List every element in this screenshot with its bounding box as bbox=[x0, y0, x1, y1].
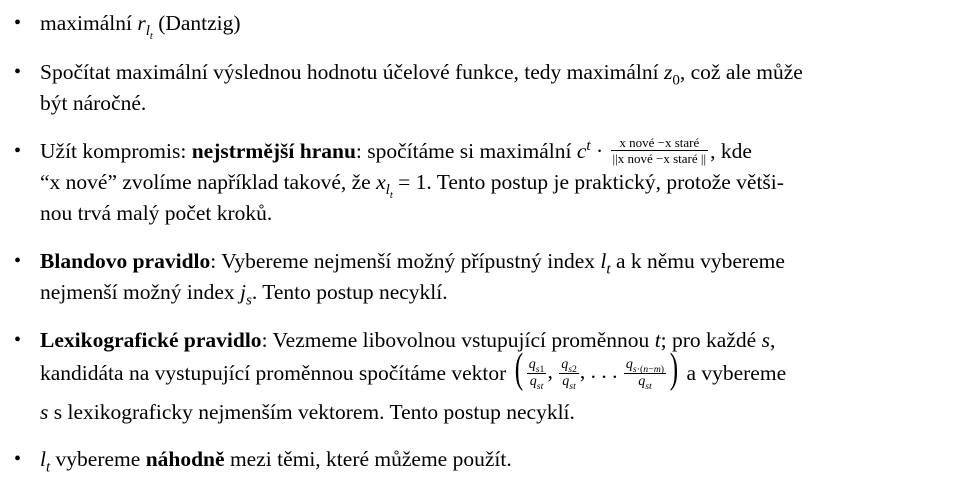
text-line bbox=[40, 8, 958, 43]
list-item-text bbox=[40, 444, 958, 475]
text-span: vybereme bbox=[50, 447, 146, 471]
text-span: kandidáta na vystupující proměnnou spočítáme vektor bbox=[40, 361, 512, 385]
text-line bbox=[40, 277, 958, 308]
list-item-text bbox=[40, 8, 958, 43]
bold-term: náhodně bbox=[145, 447, 225, 471]
text-span: ; pro každé bbox=[660, 328, 762, 352]
bold-term: Blandovo pravidlo bbox=[40, 249, 211, 273]
math-var: r bbox=[137, 11, 146, 35]
math-sub: 0 bbox=[672, 72, 680, 89]
list-item-text bbox=[40, 246, 958, 308]
text-line bbox=[40, 88, 958, 119]
text-span: nou trvá malý počet kroků. bbox=[40, 201, 273, 225]
text-span: Užít kompromis: bbox=[40, 139, 192, 163]
left-paren: ( bbox=[514, 345, 523, 392]
bold-term: Lexikografické pravidlo bbox=[40, 328, 262, 352]
math-var: l bbox=[40, 447, 46, 471]
text-span: Spočítat maximální výslednou hodnotu účelové funkce, tedy maximální bbox=[40, 60, 664, 84]
text-line bbox=[40, 444, 958, 475]
text-span: maximální bbox=[40, 11, 138, 35]
text-span: být náročné. bbox=[40, 91, 147, 115]
text-line bbox=[40, 397, 958, 428]
fraction-denominator: $q_{st}$ bbox=[638, 373, 652, 392]
text-line bbox=[40, 325, 958, 356]
fraction-numerator: $q_{s1}$ bbox=[528, 356, 545, 375]
math-sub: t bbox=[45, 459, 51, 476]
text-span: nejmenší možný index bbox=[40, 280, 241, 304]
math-var: s bbox=[761, 328, 770, 352]
text-span: . Tento postup necyklí. bbox=[251, 280, 448, 304]
math-vector: ( $\frac{q_{s1}}{q_{st}}$ , $\frac{q_{s2}}{q_{st}}$ , . . . $\frac{q_{s\cdot(n-m)}}{q_{st}}$ ) bbox=[514, 345, 679, 392]
text-line bbox=[40, 57, 958, 88]
text-line bbox=[40, 246, 958, 277]
text-span: , kde bbox=[710, 139, 752, 163]
math-sub: s bbox=[246, 292, 252, 309]
fraction-denominator: ||x nové −x staré || bbox=[612, 150, 707, 166]
fraction-numerator: $q_{s\cdot(n-m)}$ bbox=[625, 356, 665, 375]
text-line bbox=[40, 167, 958, 202]
fraction-numerator: x nové −x staré bbox=[611, 135, 709, 151]
text-span: , bbox=[769, 328, 776, 352]
math-sub: t bbox=[606, 261, 611, 278]
text-line bbox=[40, 198, 958, 229]
math-sub: l bbox=[145, 23, 150, 40]
fraction-numerator: $q_{s2}$ bbox=[561, 356, 577, 375]
list-item-text bbox=[40, 325, 958, 427]
bullet: • bbox=[14, 61, 22, 83]
math-var: s bbox=[40, 400, 49, 424]
text-span: “x nové” zvolíme například takové, že bbox=[40, 170, 377, 194]
fraction-denominator: $q_{st}$ bbox=[529, 373, 544, 392]
math-sup: t bbox=[586, 137, 591, 154]
text-span: : spočítáme si maximální bbox=[355, 139, 577, 163]
math-var: t bbox=[654, 328, 661, 352]
bullet: • bbox=[14, 12, 22, 34]
text-line bbox=[40, 136, 958, 167]
math-subsub: t bbox=[149, 31, 153, 43]
math-var: j bbox=[240, 280, 247, 304]
text-span: (Dantzig) bbox=[152, 11, 241, 35]
text-span: : Vezmeme libovolnou vstupující proměnnou bbox=[261, 328, 655, 352]
text-line bbox=[40, 345, 958, 398]
math-op: · bbox=[590, 139, 609, 163]
text-span: : Vybereme nejmenší možný přípustný index bbox=[210, 249, 601, 273]
math-var: c bbox=[576, 139, 587, 163]
bold-term: nejstrmější hranu bbox=[191, 139, 356, 163]
text-span: a k němu vybereme bbox=[610, 249, 785, 273]
vector-fraction bbox=[527, 357, 547, 390]
list-item-text bbox=[40, 136, 958, 229]
vector-fraction bbox=[624, 357, 666, 390]
text-span: a vybereme bbox=[681, 361, 787, 385]
fraction-denominator: $q_{st}$ bbox=[562, 373, 576, 392]
bullet: • bbox=[14, 250, 22, 272]
math-var: z bbox=[663, 60, 673, 84]
bullet: • bbox=[14, 448, 22, 470]
list-item-text bbox=[40, 57, 958, 119]
math-fraction bbox=[611, 135, 709, 166]
text-span: mezi těmi, které můžeme použít. bbox=[224, 447, 512, 471]
text-span: s lexikograficky nejmenším vektorem. Tento postup necyklí. bbox=[48, 400, 575, 424]
math-var: l bbox=[600, 249, 607, 273]
bullet: • bbox=[14, 329, 22, 351]
vector-fraction bbox=[559, 357, 579, 390]
right-paren: ) bbox=[669, 345, 679, 392]
math-ellipsis: , . . . bbox=[579, 359, 623, 384]
text-span: , což ale může bbox=[679, 60, 803, 84]
math-var: x bbox=[376, 170, 386, 194]
math-subsub: t bbox=[389, 190, 393, 202]
bullet: • bbox=[14, 140, 22, 162]
text-span: = 1. Tento postup je praktický, protože větši- bbox=[392, 170, 784, 194]
math-sub: l bbox=[385, 182, 390, 199]
